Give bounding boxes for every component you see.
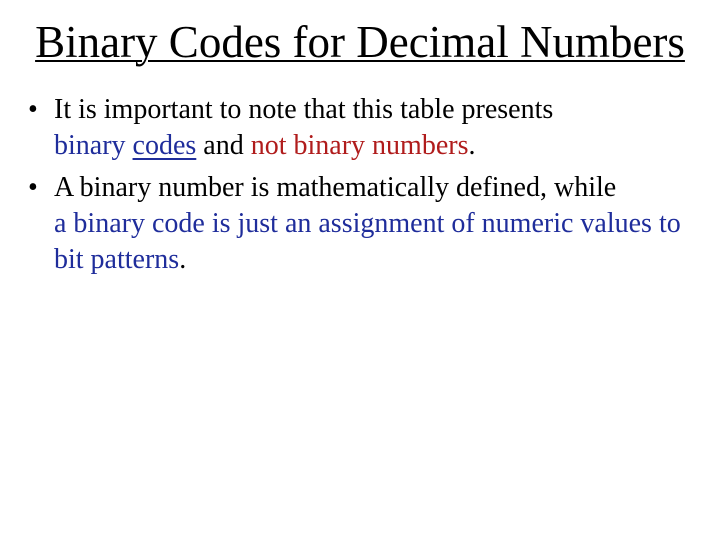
bullet-2-period: . [179, 244, 187, 275]
bullet-2-text-line1: A binary number is mathematically defined, while [54, 172, 617, 203]
bullet-1-not-binary-numbers-text: not binary numbers [250, 130, 469, 161]
bullet-1-period: . [468, 130, 476, 161]
bullet-1-text-line1: It is important to note that this table presents [54, 94, 554, 125]
bullet-list [28, 92, 708, 284]
bullet-dot-icon: • [28, 94, 38, 125]
bullet-1-binary-text: binary [54, 130, 133, 161]
bullet-1-and-text: and [196, 130, 251, 161]
bullet-item-1 [28, 92, 708, 164]
slide-title [0, 14, 720, 70]
bullet-item-2 [28, 170, 708, 278]
bullet-1-codes-text: codes [132, 130, 197, 161]
bullet-2-binary-code-text: a binary code is just an assignment of numeric values to bit patterns [54, 208, 681, 275]
bullet-dot-icon: • [28, 172, 38, 203]
slide-title-text: Binary Codes for Decimal Numbers [35, 17, 685, 67]
